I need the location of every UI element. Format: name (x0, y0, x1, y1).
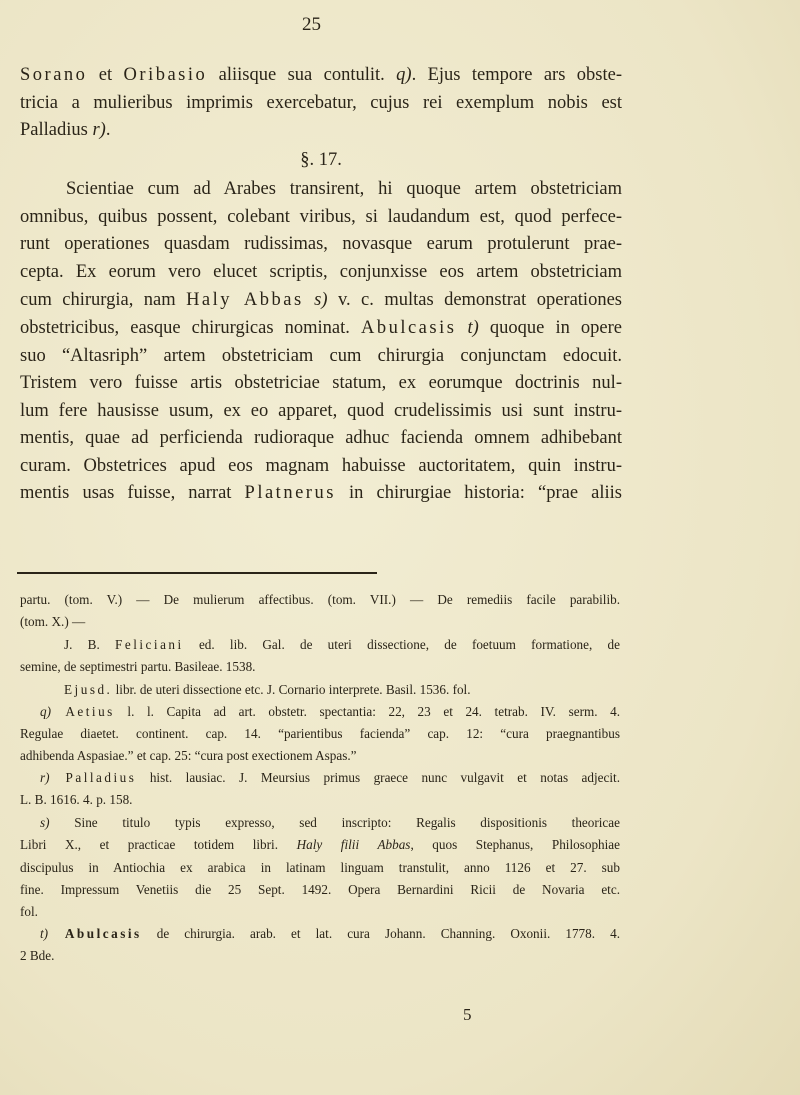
author-name: Ejusd. (64, 682, 113, 697)
text: aliisque sua contulit. (207, 65, 397, 85)
section-heading: §. 17. (300, 150, 342, 170)
author-name: Sorano (20, 65, 88, 85)
footnote-ref: s) (303, 290, 328, 310)
body-line: lum fere hausisse usum, ex eo apparet, quod crudelissimis usi sunt instru- (20, 401, 622, 421)
text: de chirurgia. arab. et lat. cura Johann. Channing. Oxonii. 1778. 4. (141, 926, 620, 941)
body-line (20, 289, 622, 311)
body-line: Tristem vero fuisse artis obstetriciae statum, ex eorumque doctrinis nul- (20, 373, 622, 393)
author-name: Abulcasis (360, 318, 457, 338)
text: Sine titulo typis expresso, sed inscripto: Regalis dispositionis theoricae (49, 815, 620, 830)
footnote-line: partu. (tom. V.) — De mulierum affectibus. (tom. VII.) — De remediis facile parabilib. (20, 592, 620, 607)
text: mentis usas fuisse, narrat (20, 483, 245, 503)
body-line: tricia a mulieribus imprimis exercebatur, cujus rei exemplum nobis est (20, 93, 622, 113)
body-line (20, 317, 622, 339)
author-name: Oribasio (123, 65, 208, 85)
footnote-line (40, 926, 620, 942)
footnote-line: fol. (20, 904, 38, 919)
text: libr. de uteri dissectione etc. J. Cornario interprete. Basil. 1536. fol. (112, 682, 471, 697)
footnote-line: 2 Bde. (20, 948, 55, 963)
page-number: 25 (302, 14, 321, 35)
text: hist. lausiac. J. Meursius primus graece nunc vulgavit et notas adjecit. (136, 770, 620, 785)
author-name: Palladius (49, 770, 137, 785)
footnote-line (40, 704, 620, 720)
text: Palladius (20, 120, 93, 140)
text: cum chirurgia, nam (20, 290, 187, 310)
footnote-ref: r) (92, 120, 106, 140)
text: obstetricibus, easque chirurgicas nominat. (20, 318, 361, 338)
text: in chirurgiae historia: “prae aliis (335, 483, 622, 503)
footnote-ref: t) (456, 318, 479, 338)
author-name: Platnerus (244, 483, 336, 503)
footnote-line: fine. Impressum Venetiis die 25 Sept. 1492. Opera Bernardini Ricii de Novaria etc. (20, 882, 620, 897)
footnote-line (40, 770, 620, 786)
author-name: Haly Abbas (186, 290, 304, 310)
text: Libri X., et practicae totidem libri. (20, 837, 297, 852)
body-line (20, 482, 622, 504)
text: , quos Stephanus, Philosophiae (410, 837, 621, 852)
body-line: Scientiae cum ad Arabes transirent, hi quoque artem obstetriciam (66, 179, 622, 199)
footnote-marker: t) (40, 926, 49, 941)
footnote-line (64, 682, 620, 698)
body-line: runt operationes quasdam rudissimas, novasque earum protulerunt prae- (20, 234, 622, 254)
body-line (20, 64, 622, 86)
footnote-line (20, 837, 620, 853)
footnote-line: semine, de septimestri partu. Basileae. 1538. (20, 659, 256, 674)
body-line: omnibus, quibus possent, colebant viribus, si laudandum est, quod perfece- (20, 207, 622, 227)
title-italic: Haly filii Abbas (296, 837, 411, 852)
author-name: Abulcasis (48, 926, 142, 941)
text: quoque in opere (478, 318, 622, 338)
body-line: cepta. Ex eorum vero elucet scriptis, conjunxisse eos artem obstetriciam (20, 262, 622, 282)
footnote-line: discipulus in Antiochia ex arabica in latinam linguam transtulit, anno 1126 et 27. sub (20, 860, 620, 875)
text: . (105, 120, 111, 140)
text: ed. lib. Gal. de uteri dissectione, de foetuum formatione, de (183, 637, 620, 652)
footnote-divider (17, 572, 377, 574)
text: . Ejus tempore ars obste- (411, 65, 622, 85)
text: v. c. multas demonstrat operationes (327, 290, 622, 310)
footnote-ref: q) (396, 65, 412, 85)
footnote-marker: r) (40, 770, 50, 785)
footnote-line: adhibenda Aspasiae.” et cap. 25: “cura post exectionem Aspas.” (20, 748, 357, 763)
footnote-marker: s) (40, 815, 50, 830)
body-line: curam. Obstetrices apud eos magnam habuisse auctoritatem, quin instru- (20, 456, 622, 476)
signature-mark: 5 (463, 1005, 472, 1024)
footnote-line: (tom. X.) — (20, 614, 86, 629)
footnote-line (64, 637, 620, 653)
footnote-line: Regulae diaetet. continent. cap. 14. “parientibus facienda” cap. 12: “cura praegnantibus (20, 726, 620, 741)
body-line: suo “Altasriph” artem obstetriciam cum chirurgia conjunctam edocuit. (20, 346, 622, 366)
footnote-line: L. B. 1616. 4. p. 158. (20, 792, 133, 807)
body-line (20, 119, 622, 141)
author-name: Aetius (51, 704, 115, 719)
footnote-line (40, 815, 620, 831)
footnote-marker: q) (40, 704, 51, 719)
text: l. l. Capita ad art. obstetr. spectantia: 22, 23 et 24. tetrab. IV. serm. 4. (114, 704, 621, 719)
text: et (87, 65, 124, 85)
body-line: mentis, quae ad perficienda rudioraque adhuc facienda omnem adhibebant (20, 428, 622, 448)
text: J. B. (64, 637, 116, 652)
author-name: Feliciani (115, 637, 184, 652)
